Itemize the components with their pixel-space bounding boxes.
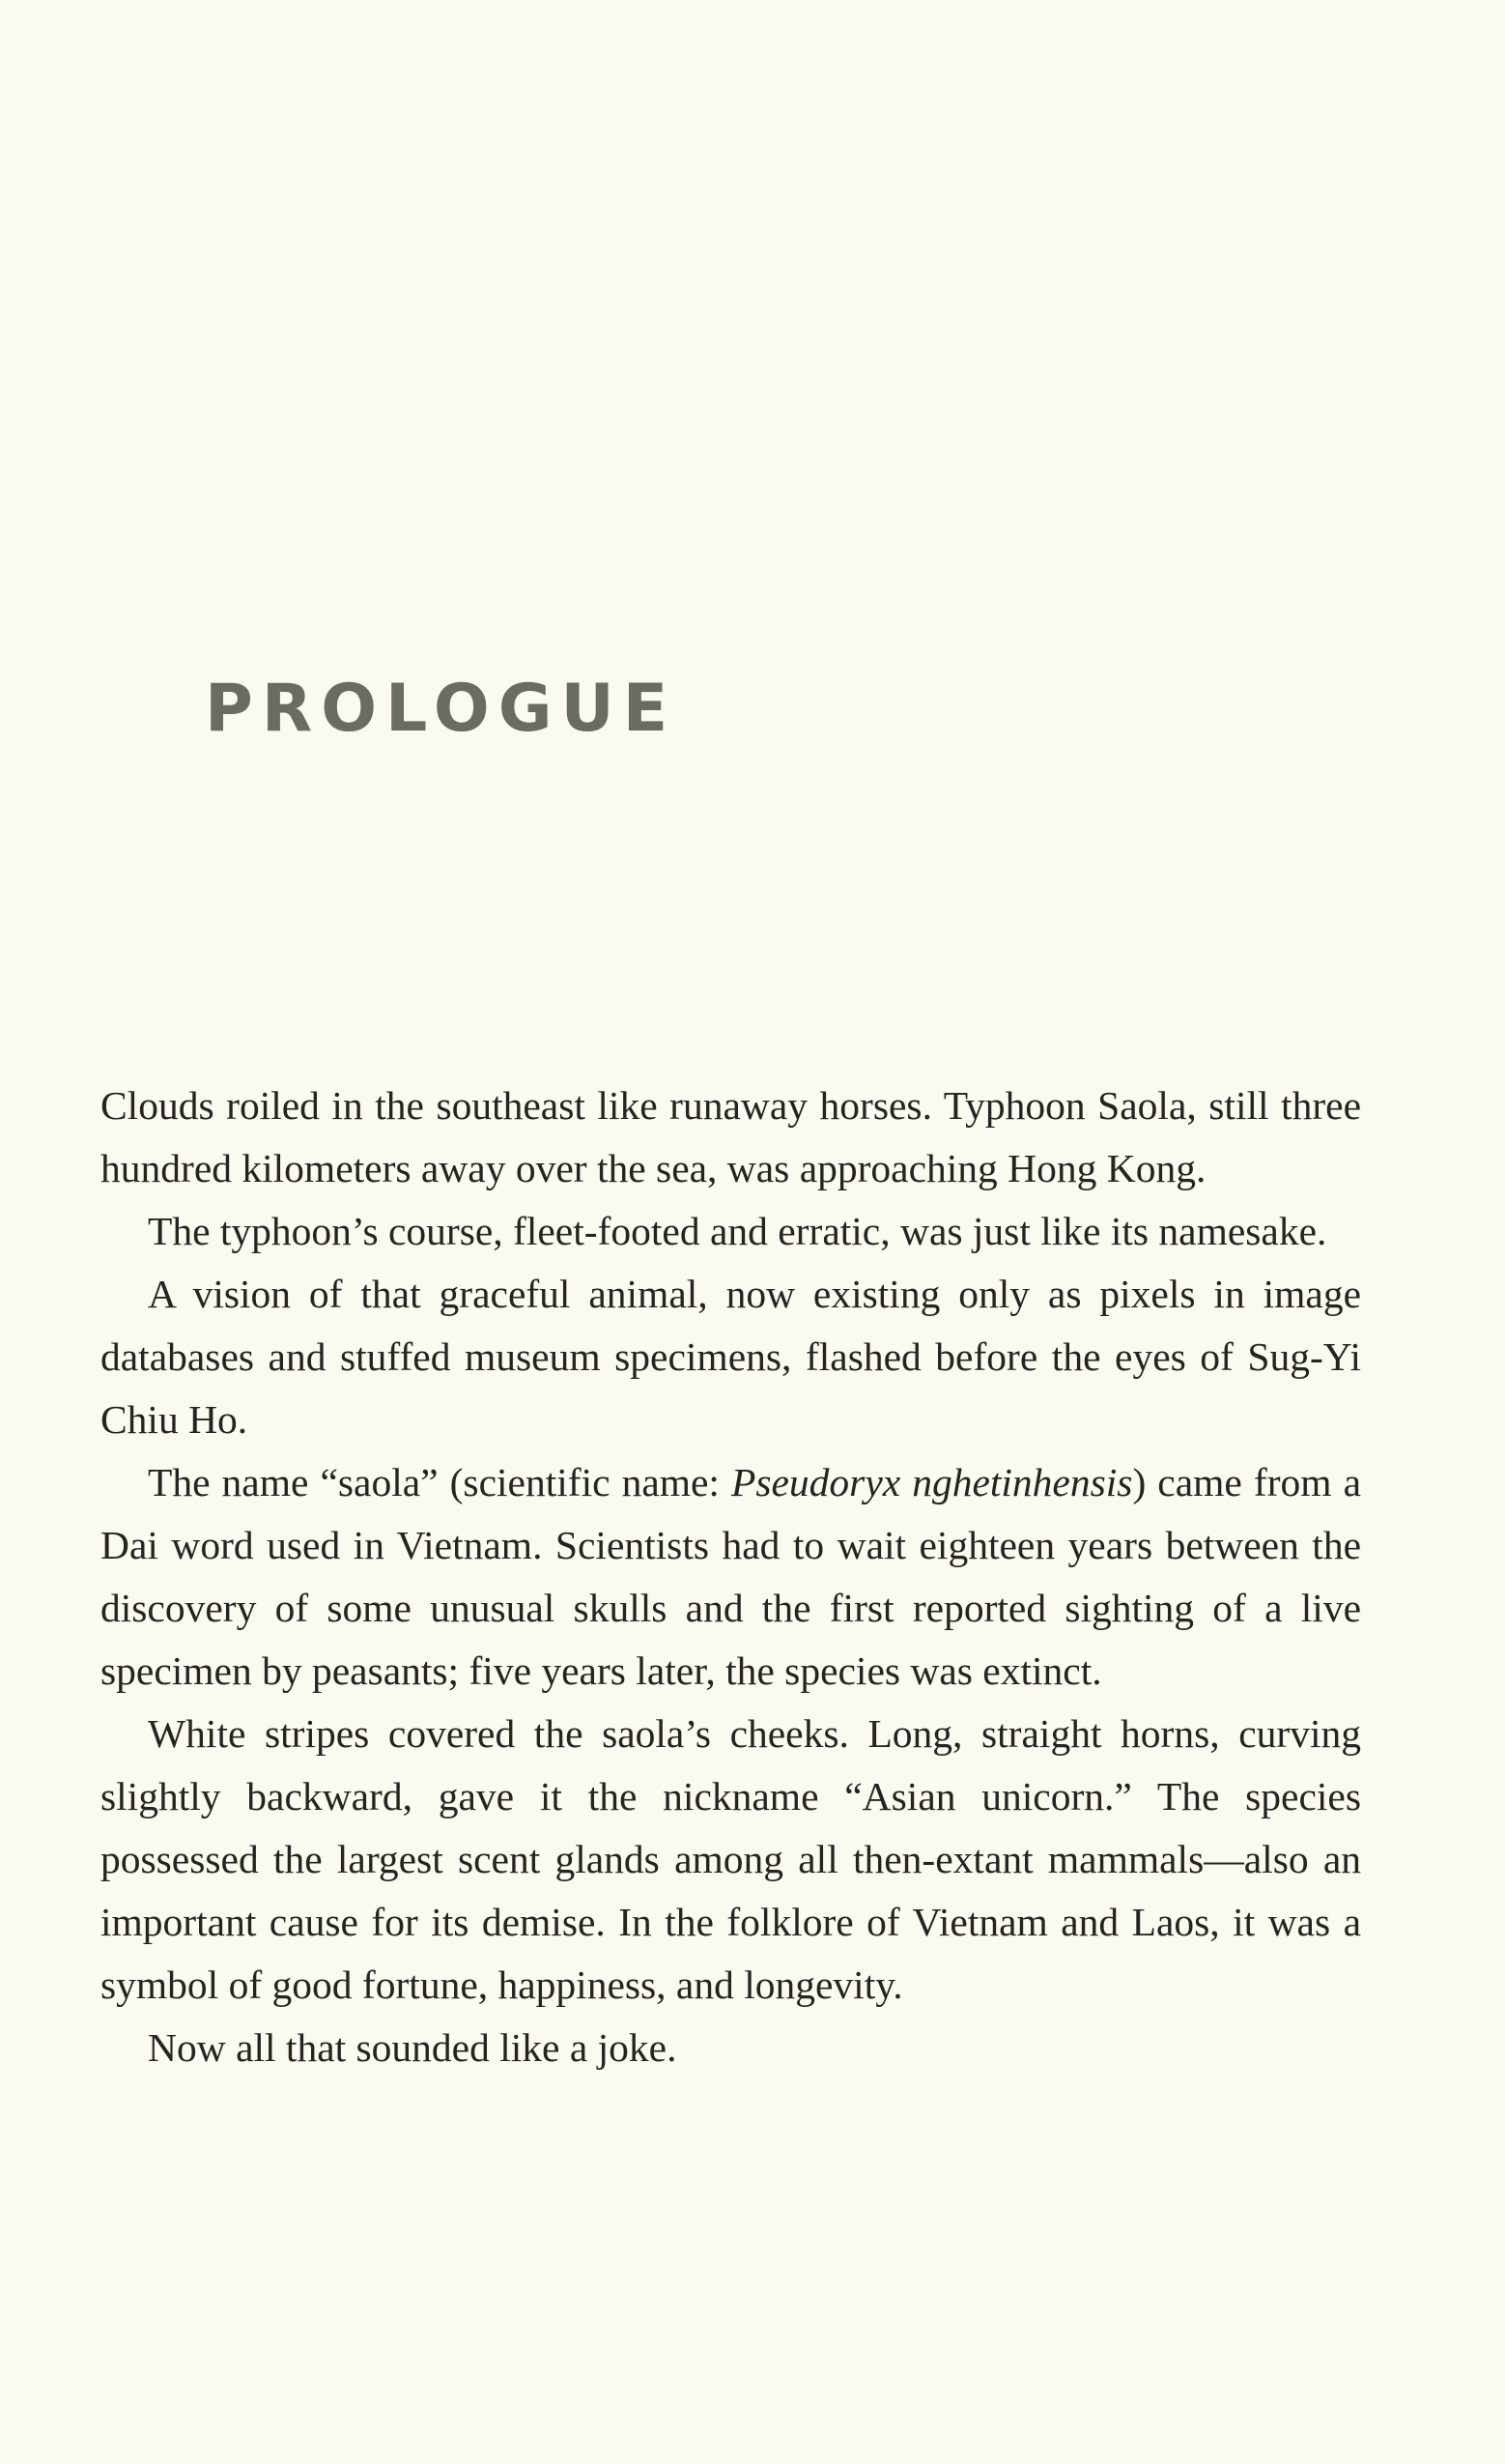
paragraph: A vision of that graceful animal, now existing only as pixels in image databases and stuffed museum specimens, flashed before the eyes of Sug-Yi Chiu Ho. (100, 1272, 1361, 1442)
paragraph: Now all that sounded like a joke. (148, 2025, 677, 2070)
paragraph-text: ) came from a Dai word used in Vietnam. Scientists had to wait eighteen years between the discovery of some unusual skulls and the first reported sighting of a live specimen by peasants; five years later, the species was extinct. (100, 1460, 1361, 1693)
body-text (100, 1074, 1361, 2079)
paragraph: The typhoon’s course, fleet-footed and erratic, was just like its namesake. (148, 1209, 1327, 1253)
scientific-name: Pseudoryx nghetinhensis (731, 1460, 1133, 1504)
chapter-title: PROLOGUE (205, 671, 677, 747)
paragraph: Clouds roiled in the southeast like runaway horses. Typhoon Saola, still three hundred kilometers away over the sea, was approaching Hong Kong. (100, 1083, 1361, 1190)
paragraph: White stripes covered the saola’s cheeks. Long, straight horns, curving slightly backward, gave it the nickname “Asian unicorn.” The species possessed the largest scent glands among all then-extant mammals—also an important cause for its demise. In the folklore of Vietnam and Laos, it was a symbol of good fortune, happiness, and longevity. (100, 1711, 1361, 2007)
paragraph-text: The name “saola” (scientific name: (148, 1460, 731, 1504)
paragraph (100, 1451, 1361, 1703)
